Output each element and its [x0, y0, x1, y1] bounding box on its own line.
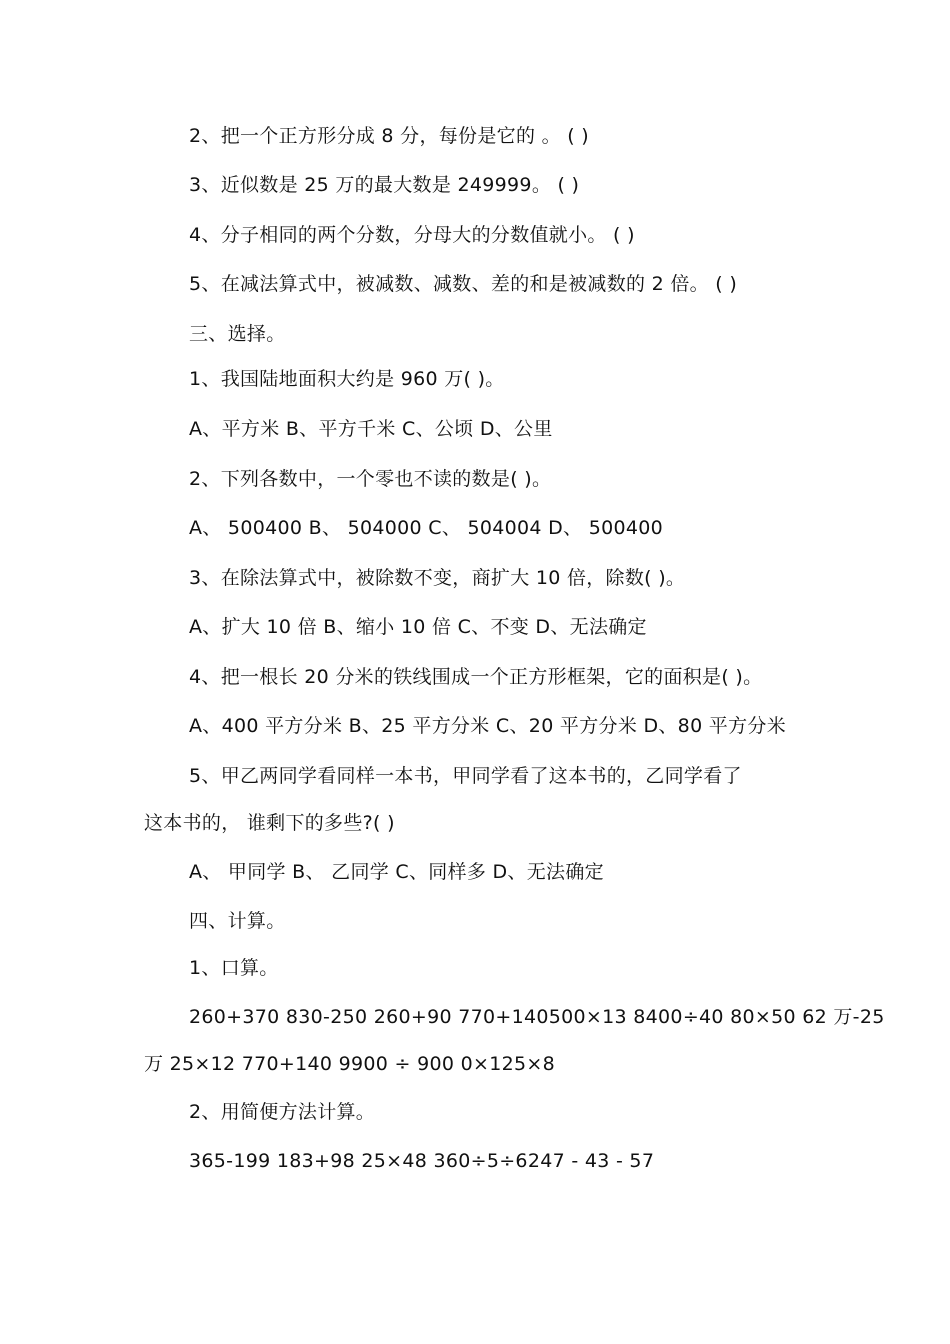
mental-math-line-1: 260+370 830-250 260+90 770+140500×13 8400÷40 80×50 62 万-25	[189, 1006, 885, 1028]
choice-question-5-continued: 这本书的， 谁剩下的多些?( )	[144, 812, 395, 834]
judgment-item-2: 2、把一个正方形分成 8 分，每份是它的 。 ( )	[189, 125, 590, 147]
choice-options-5: A、 甲同学 B、 乙同学 C、同样多 D、无法确定	[189, 861, 604, 883]
judgment-item-4: 4、分子相同的两个分数，分母大的分数值就小。 ( )	[189, 224, 635, 246]
section-heading-choice: 三、选择。	[189, 323, 286, 345]
choice-options-2: A、 500400 B、 504000 C、 504004 D、 500400	[189, 517, 664, 539]
choice-options-1: A、平方米 B、平方千米 C、公顷 D、公里	[189, 418, 553, 440]
choice-question-5: 5、甲乙两同学看同样一本书，甲同学看了这本书的，乙同学看了	[189, 765, 742, 787]
choice-question-4: 4、把一根长 20 分米的铁线围成一个正方形框架，它的面积是( )。	[189, 666, 763, 688]
choice-options-4: A、400 平方分米 B、25 平方分米 C、20 平方分米 D、80 平方分米	[189, 715, 787, 737]
judgment-item-5: 5、在减法算式中，被减数、减数、差的和是被减数的 2 倍。 ( )	[189, 273, 738, 295]
mental-math-line-2: 万 25×12 770+140 9900 ÷ 900 0×125×8	[144, 1053, 555, 1075]
choice-options-3: A、扩大 10 倍 B、缩小 10 倍 C、不变 D、无法确定	[189, 616, 647, 638]
section-heading-calculation: 四、计算。	[189, 910, 286, 932]
judgment-item-3: 3、近似数是 25 万的最大数是 249999。 ( )	[189, 174, 580, 196]
choice-question-2: 2、下列各数中，一个零也不读的数是( )。	[189, 468, 552, 490]
choice-question-3: 3、在除法算式中，被除数不变，商扩大 10 倍，除数( )。	[189, 567, 686, 589]
calc-item-1: 1、口算。	[189, 957, 279, 979]
simplified-calc-line: 365-199 183+98 25×48 360÷5÷6247 - 43 - 57	[189, 1150, 655, 1172]
calc-item-2: 2、用简便方法计算。	[189, 1101, 376, 1123]
choice-question-1: 1、我国陆地面积大约是 960 万( )。	[189, 368, 505, 390]
